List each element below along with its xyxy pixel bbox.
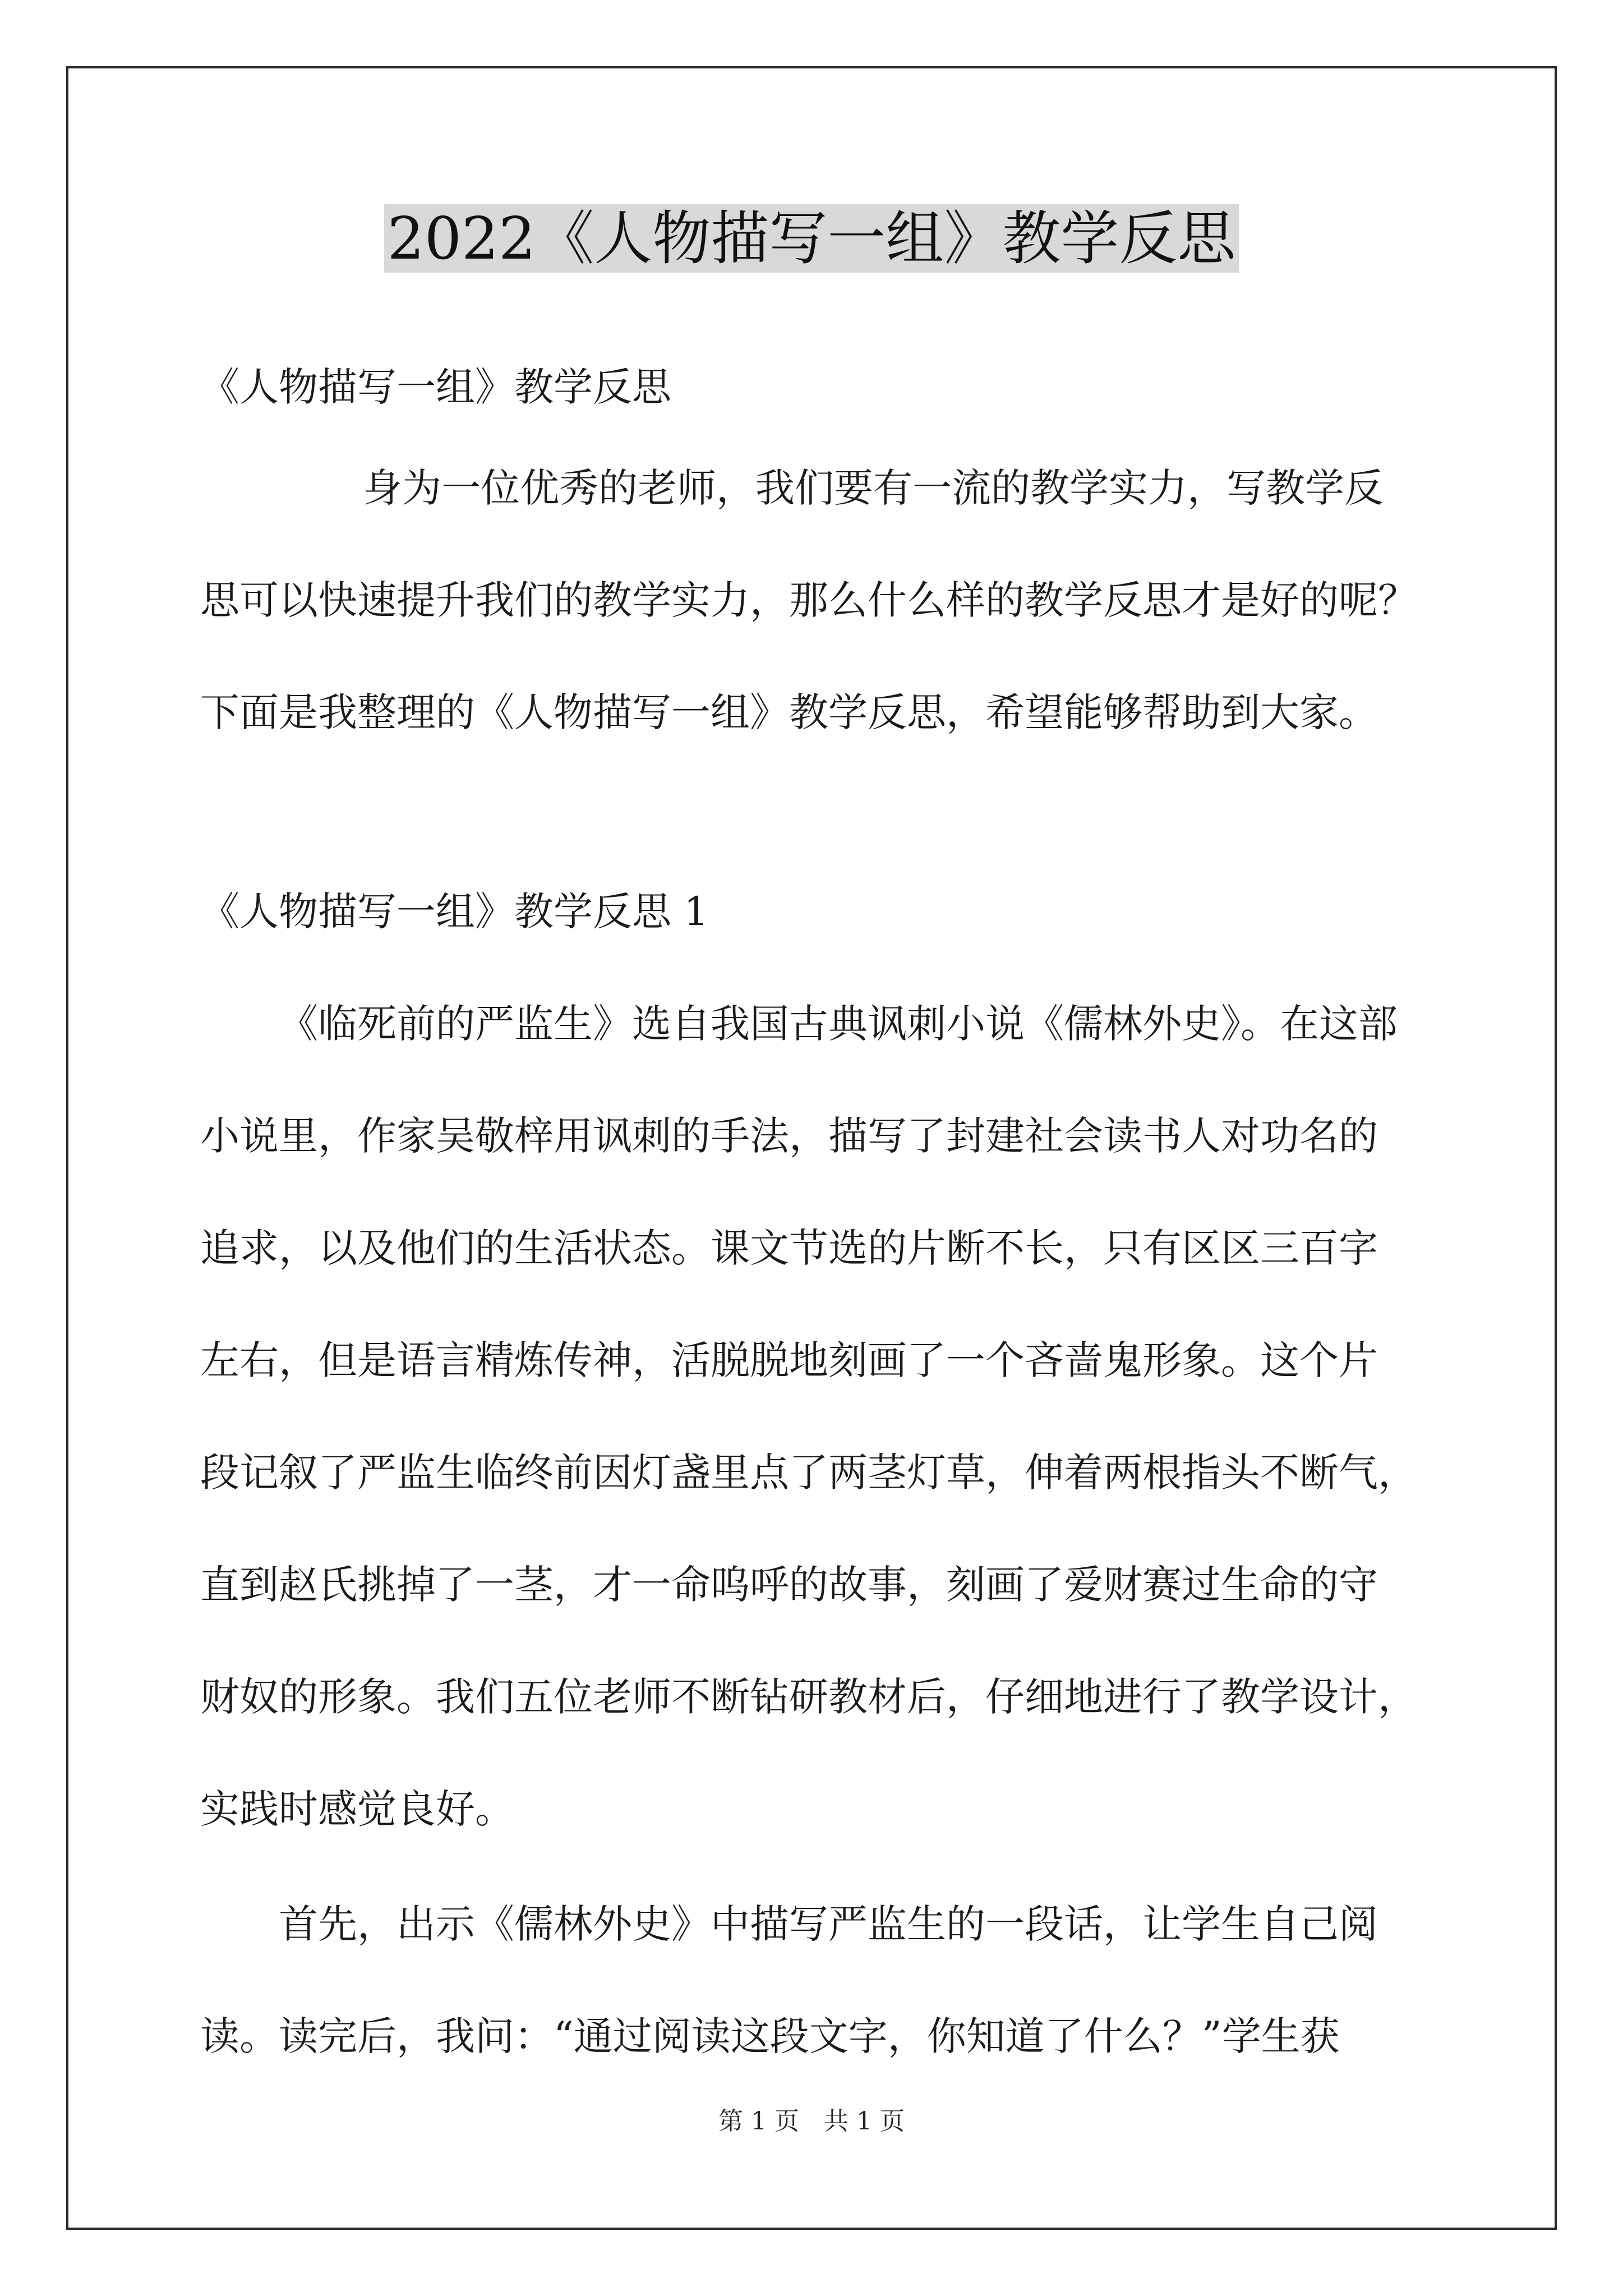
title-text: 2022《人物描写一组》教学反思 bbox=[384, 204, 1239, 273]
body-line: 追求，以及他们的生活状态。课文节选的片断不长，只有区区三百字 bbox=[200, 1225, 1378, 1271]
body-line: 读。读完后，我问：“通过阅读这段文字，你知道了什么？”学生获 bbox=[200, 2013, 1340, 2059]
subtitle-text: 《人物描写一组》教学反思 bbox=[200, 364, 671, 410]
body-line: 段记叙了严监生临终前因灯盏里点了两茎灯草，伸着两根指头不断气， bbox=[200, 1450, 1417, 1496]
intro-line: 下面是我整理的《人物描写一组》教学反思，希望能够帮助到大家。 bbox=[200, 689, 1378, 735]
body-line: 《临死前的严监生》选自我国古典讽刺小说《儒林外史》。在这部 bbox=[279, 1001, 1398, 1047]
body-line: 财奴的形象。我们五位老师不断钻研教材后，仔细地进行了教学设计， bbox=[200, 1674, 1417, 1720]
document-title bbox=[0, 199, 1623, 278]
section1-paragraph bbox=[200, 968, 1456, 1865]
intro-line: 思可以快速提升我们的教学实力，那么什么样的教学反思才是好的呢？ bbox=[200, 577, 1417, 623]
section1-heading bbox=[200, 855, 1456, 968]
body-line: 左右，但是语言精炼传神，活脱脱地刻画了一个吝啬鬼形象。这个片 bbox=[200, 1337, 1378, 1383]
page-footer: 第 1 页 共 1 页 bbox=[718, 2107, 905, 2136]
body-line: 实践时感觉良好。 bbox=[200, 1786, 514, 1832]
intro-line: 身为一位优秀的老师，我们要有一流的教学实力，写教学反 bbox=[363, 465, 1384, 511]
body-line: 直到赵氏挑掉了一茎，才一命呜呼的故事，刻画了爱财赛过生命的守 bbox=[200, 1562, 1378, 1608]
intro-paragraph bbox=[200, 432, 1456, 769]
section-heading: 《人物描写一组》教学反思 1 bbox=[200, 889, 709, 935]
body-line: 小说里，作家吴敬梓用讽刺的手法，描写了封建社会读书人对功名的 bbox=[200, 1113, 1378, 1159]
body-line: 首先，出示《儒林外史》中描写严监生的一段话，让学生自己阅 bbox=[279, 1901, 1378, 1947]
subtitle bbox=[200, 331, 1456, 443]
section2-paragraph bbox=[200, 1868, 1456, 2092]
